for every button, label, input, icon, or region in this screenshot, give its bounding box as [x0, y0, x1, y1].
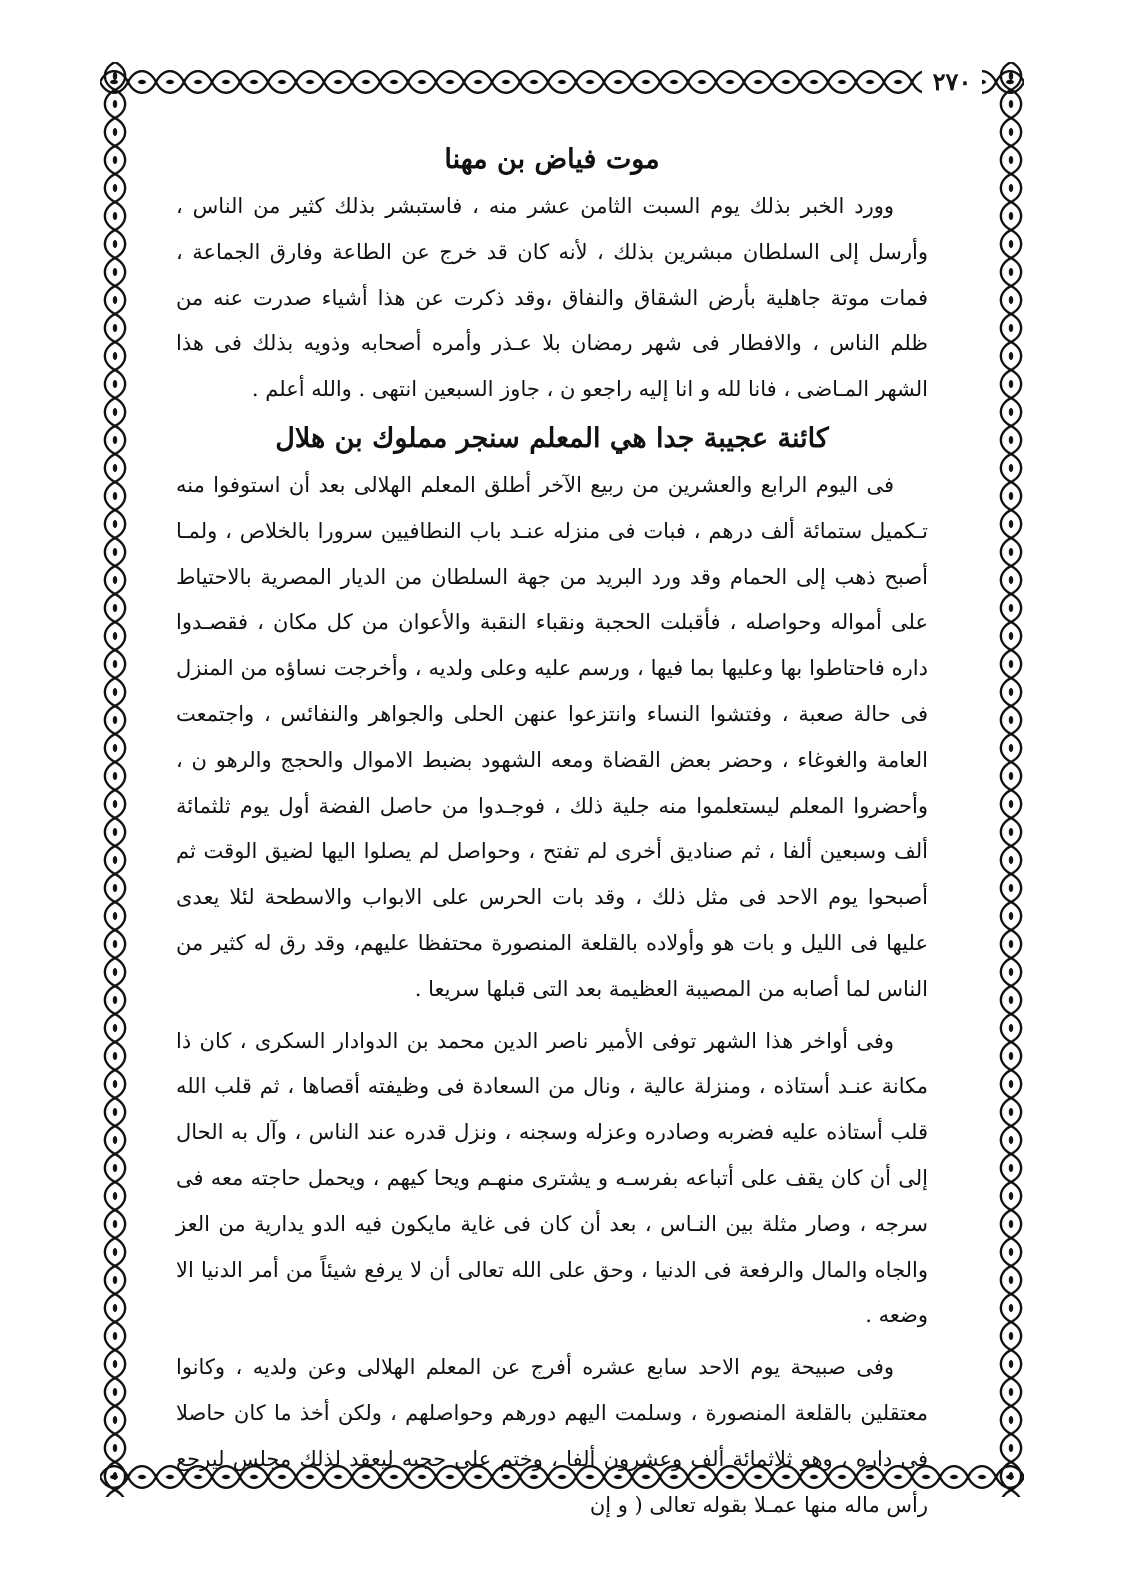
paragraph: فى اليوم الرابع والعشرين من ربيع الآخر أطلق المعلم الهلالى بعد أن استوفوا منه تـكميل ستمائة ألف درهم ، فبات فى منزله عنـد باب النطافيين سرورا بالخلاص ، ولمـا أصبح ذهب إلى الحمام وقد ورد البريد من جهة السلطان من الديار المصرية بالاحتياط على أمواله وحواصله ، فأقبلت الحجبة ونقباء النقبة والأعوان من كل مكان ، فقصـدوا داره فاحتاطوا بها وعليها بما فيها ، ورسم عليه وعلى ولديه ، وأخرجت نساؤه من المنزل فى حالة صعبة ، وفتشوا النساء وانتزعوا عنهن الحلى والجواهر والنفائس ، واجتمعت العامة والغوغاء ، وحضر بعض القضاة ومعه الشهود بضبط الاموال والحجج والرهو ن ، وأحضروا المعلم ليستعلموا منه جلية ذلك ، فوجـدوا من حاصل الفضة أول يوم ثلثمائة ألف وسبعين ألفا ، ثم صناديق أخرى لم تفتح ، وحواصل لم يصلوا اليها لضيق الوقت ثم أصبحوا يوم الاحد فى مثل ذلك ، وقد بات الحرس على الابواب والاسطحة لئلا يعدى عليها فى الليل و بات هو وأولاده بالقلعة المنصورة محتفظا عليهم، وقد رق له كثير من الناس لما أصابه من المصيبة العظيمة بعد التى قبلها سريعا .: [176, 472, 928, 1001]
section-heading: موت فياض بن مهنا: [444, 144, 660, 175]
paragraph: وورد الخبر بذلك يوم السبت الثامن عشر منه ، فاستبشر بذلك كثير من الناس ، وأرسل إلى السلطان مبشرين بذلك ، لأنه كان قد خرج عن الطاعة وفارق الجماعة ، فمات موتة جاهلية بأرض الشقاق والنفاق ،وقد ذكرت عن هذا أشياء صدرت عنه من ظلم الناس ، والافطار فى شهر رمضان بلا عـذر وأمره أصحابه وذويه بذلك فى هذا الشهر المـاضى ، فانا لله و انا إليه راجعو ن ، جاوز السبعين انتهى . والله أعلم .: [176, 194, 928, 402]
paragraph: وفى أواخر هذا الشهر توفى الأمير ناصر الدين محمد بن الدوادار السكرى ، كان ذا مكانة عنـد أستاذه ، ومنزلة عالية ، ونال من السعادة فى وظيفته أقصاها ، ثم قلب الله قلب أستاذه عليه فضربه وصادره وعزله وسجنه ، ونزل قدره عند الناس ، وآل به الحال إلى أن كان يقف على أتباعه بفرسـه و يشترى منهـم ويحا كيهم ، ويحمل حاجته معه فى سرجه ، وصار مثلة بين النـاس ، بعد أن كان فى غاية مايكون فيه الدو يدارية من العز والجاه والمال والرفعة فى الدنيا ، وحق على الله تعالى أن لا يرفع شيئاً من أمر الدنيا الا وضعه .: [176, 1028, 928, 1328]
text-body: [176, 132, 928, 1528]
ornamental-border-top: [100, 62, 1024, 102]
ornamental-border-left: [100, 62, 130, 1497]
ornamental-border-right: [996, 62, 1026, 1497]
paragraph: وفى صبيحة يوم الاحد سابع عشره أفرج عن المعلم الهلالى وعن ولديه ، وكانوا معتقلين بالقلعة المنصورة ، وسلمت اليهم دورهم وحواصلهم ، ولكن أخذ ما كان حاصلا فى داره ، وهو ثلاثمائة ألف وعشرون ألفا ، وختم على حجبه ليعقد لذلك مجلس ليرجع رأس ماله منها عمـلا بقوله تعالى ( و إن: [176, 1355, 928, 1517]
page-number: ٢٧٠: [922, 64, 982, 100]
section-heading: كائنة عجيبة جدا هي المعلم سنجر مملوك بن هلال: [275, 422, 829, 454]
